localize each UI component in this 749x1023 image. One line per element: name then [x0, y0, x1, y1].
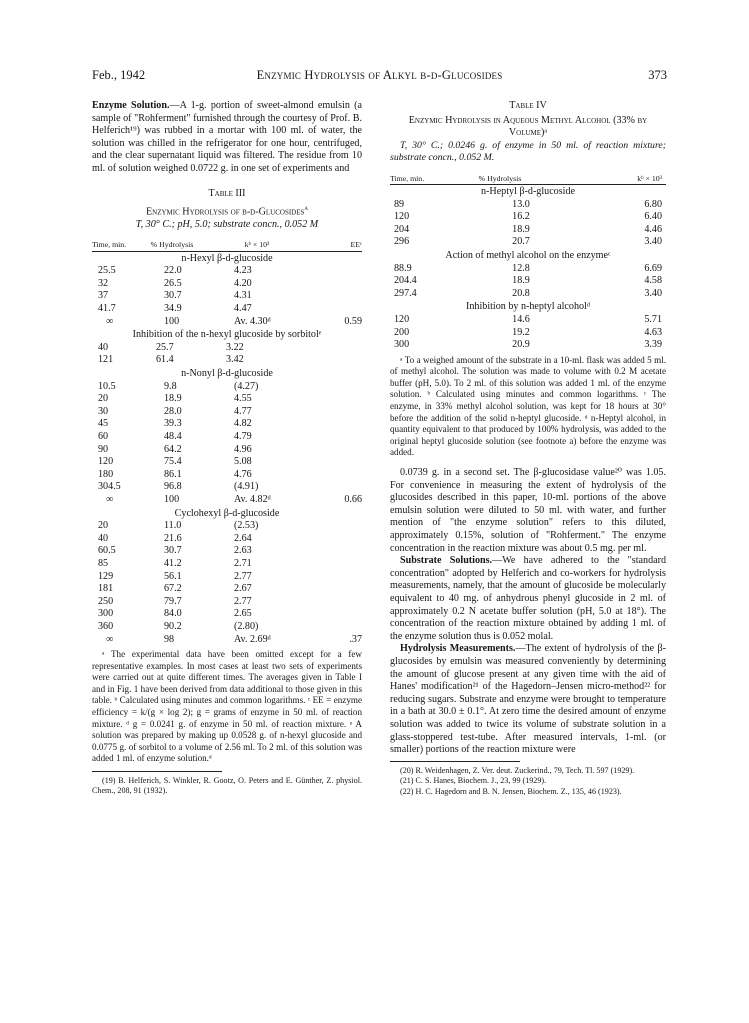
header-title: Enzymic Hydrolysis of Alkyl β-d-Glucosides	[256, 68, 503, 82]
table-4-conditions: T, 30° C.; 0.0246 g. of enzyme in 50 ml. of reaction mixture; substrate concn., 0.052 M.	[390, 139, 666, 164]
col-hydrolysis: % Hydrolysis	[150, 240, 194, 250]
table-4-title: Table IV	[509, 100, 547, 111]
table-row: 20 18.9 4.55	[98, 393, 252, 405]
table-row: 304.5 96.8 (4.91)	[98, 481, 259, 493]
table-row: ∞ 100 Av. 4.30ᵈ 0.59	[106, 315, 362, 327]
table-4-heptyl-alcohol	[390, 314, 666, 352]
substrate-solutions-heading: Substrate Solutions.	[400, 555, 493, 567]
table-row: 204 18.9 4.46	[394, 223, 662, 235]
table-row: 180 86.1 4.76	[98, 468, 252, 480]
table-4-methyl-alcohol	[390, 263, 666, 301]
table-row: 200 19.2 4.63	[394, 326, 662, 338]
table-row: 45 39.3 4.82	[98, 418, 252, 430]
table-row: ∞ 98 Av. 2.69ᵈ .37	[106, 633, 362, 645]
enzyme-solution-text: —A 1-g. portion of sweet-almond emulsin (a sample of "Rohferment" furnished through the courtesy of Prof. B. Helferich¹⁹) was rubbed in a mortar with 100 ml. of water, the solution was chilled in the refrigerator for one hour, centrifuged, and the clear supernatant liquid was filtered. The residue from 10 ml. of solution weighed 0.0722 g. in one set of experiments and	[92, 100, 362, 174]
table-row: 60.5 30.7 2.63	[98, 545, 252, 557]
table-3-nonyl	[92, 381, 362, 507]
table-row: 89 13.0 6.80	[394, 198, 662, 210]
table-3-hexyl	[92, 265, 362, 328]
left-column	[92, 100, 362, 797]
table-row: 10.5 9.8 (4.27)	[98, 380, 259, 392]
table-3-rule	[92, 251, 362, 252]
table-row: 181 67.2 2.67	[98, 583, 252, 595]
table-row: 37 30.7 4.31	[98, 290, 252, 302]
table-row: 90 64.2 4.96	[98, 443, 252, 455]
group-hexyl: n-Hexyl β-d-glucoside	[181, 252, 273, 264]
table-4-rule	[390, 184, 666, 185]
table-row: 297.4 20.8 3.40	[394, 287, 662, 299]
table-3-conditions: T, 30° C.; pH, 5.0; substrate concn., 0.052 M	[135, 219, 319, 231]
col-k: kᵇ × 10³	[244, 240, 270, 250]
table-3-title: Table III	[208, 187, 246, 199]
group-sorbitol: Inhibition of the n-hexyl glucoside by sorbitolᵉ	[132, 329, 322, 341]
table-row: 360 90.2 (2.80)	[98, 620, 259, 632]
table-row: 32 26.5 4.20	[98, 277, 252, 289]
group-methyl-alcohol: Action of methyl alcohol on the enzymeᶜ	[445, 249, 611, 261]
table-row: 60 48.4 4.79	[98, 431, 252, 443]
group-heptyl-alcohol: Inhibition by n-heptyl alcoholᵈ	[466, 301, 590, 313]
running-header	[92, 68, 667, 84]
col-time: Time, min.	[390, 173, 425, 183]
table-3-cyclohexyl	[92, 520, 362, 646]
table-row: 120 75.4 5.08	[98, 456, 252, 468]
table-row: 204.4 18.9 4.58	[394, 275, 662, 287]
col-hydrolysis: % Hydrolysis	[478, 173, 522, 183]
table-row: 25.5 22.0 4.23	[98, 265, 252, 277]
table-row: 296 20.7 3.40	[394, 236, 662, 248]
reference-21: (21) C. S. Hanes, Biochem. J., 23, 99 (1929).	[400, 776, 547, 786]
table-4-subtitle: Enzymic Hydrolysis in Aqueous Methyl Alcohol (33% by Volume)ᵃ	[408, 114, 648, 139]
table-row: 120 14.6 5.71	[394, 313, 662, 325]
table-row: 85 41.2 2.71	[98, 557, 252, 569]
col-time: Time, min.	[92, 240, 127, 250]
right-column	[390, 100, 666, 797]
table-row: 250 79.7 2.77	[98, 595, 252, 607]
reference-20: (20) R. Weidenhagen, Z. Ver. deut. Zuckerind., 79, Tech. Tl. 597 (1929).	[400, 765, 635, 775]
table-4-heptyl	[390, 199, 666, 249]
group-nonyl: n-Nonyl β-d-glucoside	[181, 368, 273, 380]
table-row: 40 25.7 3.22	[98, 341, 244, 353]
table-row: 300 20.9 3.39	[394, 339, 662, 351]
group-cyclohexyl: Cyclohexyl β-d-glucoside	[174, 507, 280, 519]
col-k: kᵇ × 10³	[637, 173, 662, 183]
substrate-solutions-paragraph: Substrate Solutions.—We have adhered to the "standard concentration" adopted by Helferich and co-workers for hydrolysis measurements, namely, that the amount of glucoside be molecularly equivalent to 40 mg. of anhydrous phenyl glucoside in 2 ml. of approximately 0.2 N acetate buffer solution (pH, 5.0 at 18°). The concentration of the reaction mixture obtained by adding 1 ml. of the enzyme solution thus is 0.052 molal.	[390, 555, 666, 642]
reference-22: (22) H. C. Hagedorn and B. N. Jensen, Biochem. Z., 135, 46 (1923).	[400, 786, 622, 796]
continuation-paragraph: 0.0739 g. in a second set. The β-glucosidase value²⁰ was 1.05. For convenience in measuring the extent of hydrolysis of the glucosides described in this paper, 10-ml. portions of the above emulsin solution were diluted to 50 ml. with water, and further mention of "the enzyme solution" refers to this diluted, approximately 0.15%, solution of "Rohferment." The enzyme concentration in the reaction mixture was about 0.5 mg. per ml.	[390, 467, 666, 554]
footnote-rule	[390, 761, 520, 762]
hydrolysis-measurements-heading: Hydrolysis Measurements.	[400, 643, 516, 655]
hydrolysis-measurements-paragraph: Hydrolysis Measurements.—The extent of hydrolysis of the β-glucosides by emulsin was measured conveniently by determining the amount of glucose present at any given time with the aid of Hanes' modification²¹ of the Hagedorn–Jensen micro-method²² for reducing sugars. Substrate and enzyme were brought to temperature in a bath at 30.0 ± 0.1°. At zero time the desired amount of enzyme solution was added to twice its volume of substrate solution in a glass-stoppered test-tube. After measured intervals, 1-ml. (or smaller) portions of the reaction mixture were	[390, 643, 666, 756]
table-3-footnotes: ᵃ The experimental data have been omitted except for a few representative examples. In most cases at least two sets of experiments were carried out at quite different times. The averages given in Table I and in Fig. 1 have been derived from data additional to those given in this table. ᵇ Calculated using minutes and common logarithms. ᶜ EE = enzyme efficiency = k/(g × log 2); g = grams of enzyme in 50 ml. of reaction mixture. ᵈ g = 0.0241 g. of enzyme in 50 ml. of reaction mixture. ᵉ A solution was prepared by making up 0.0528 g. of n-hexyl glucoside and 0.0775 g. of sorbitol to a volume of 2.56 ml. To 2 ml. of this solution was added 1 ml. of enzyme solution.ᵈ	[92, 649, 362, 764]
table-row: 40 21.6 2.64	[98, 532, 252, 544]
table-row: 30 28.0 4.77	[98, 405, 252, 417]
table-3-header	[92, 232, 362, 250]
footnote-rule	[92, 771, 222, 772]
table-row: 121 61.4 3.42	[98, 354, 244, 366]
enzyme-solution-paragraph	[92, 100, 362, 176]
table-3-subtitle: Enzymic Hydrolysis of β-d-Glucosides$^a$	[145, 204, 309, 218]
table-row: 41.7 34.9 4.47	[98, 303, 252, 315]
table-row: 129 56.1 2.77	[98, 570, 252, 582]
header-date: Feb., 1942	[92, 68, 146, 82]
reference-19: (19) B. Helferich, S. Winkler, R. Gootz, O. Peters and E. Günther, Z. physiol. Chem., 208, 91 (1932).	[92, 776, 362, 796]
table-3-sorbitol	[92, 342, 362, 367]
group-heptyl: n-Heptyl β-d-glucoside	[481, 185, 575, 197]
enzyme-solution-heading: Enzyme Solution.	[92, 100, 170, 111]
table-4-header	[390, 165, 666, 183]
table-row: ∞ 100 Av. 4.82ᵈ 0.66	[106, 493, 362, 505]
table-4-footnotes: ᵃ To a weighed amount of the substrate in a 10-ml. flask was added 5 ml. of methyl alcohol. The solution was made to volume with 0.2 M acetate buffer (pH, 5.0). To 2 ml. of this solution was added 1 ml. of the enzyme solution. ᵇ Calculated using minutes and common logarithms. ᶜ The enzyme, in 33% methyl alcohol solution, was kept for 18 hours at 30° before the addition of the solid n-heptyl glucoside. ᵈ n-Heptyl alcohol, in quantity equivalent to that produced by 100% hydrolysis, was added to the original heptyl glucoside solution (see footnote a) before the enzyme was added.	[390, 354, 666, 458]
col-ee: EEᶜ	[350, 240, 362, 250]
table-row: 120 16.2 6.40	[394, 211, 662, 223]
table-row: 300 84.0 2.65	[98, 608, 252, 620]
table-row: 88.9 12.8 6.69	[394, 262, 662, 274]
page-number: 373	[648, 68, 667, 82]
table-row: 20 11.0 (2.53)	[98, 520, 259, 532]
